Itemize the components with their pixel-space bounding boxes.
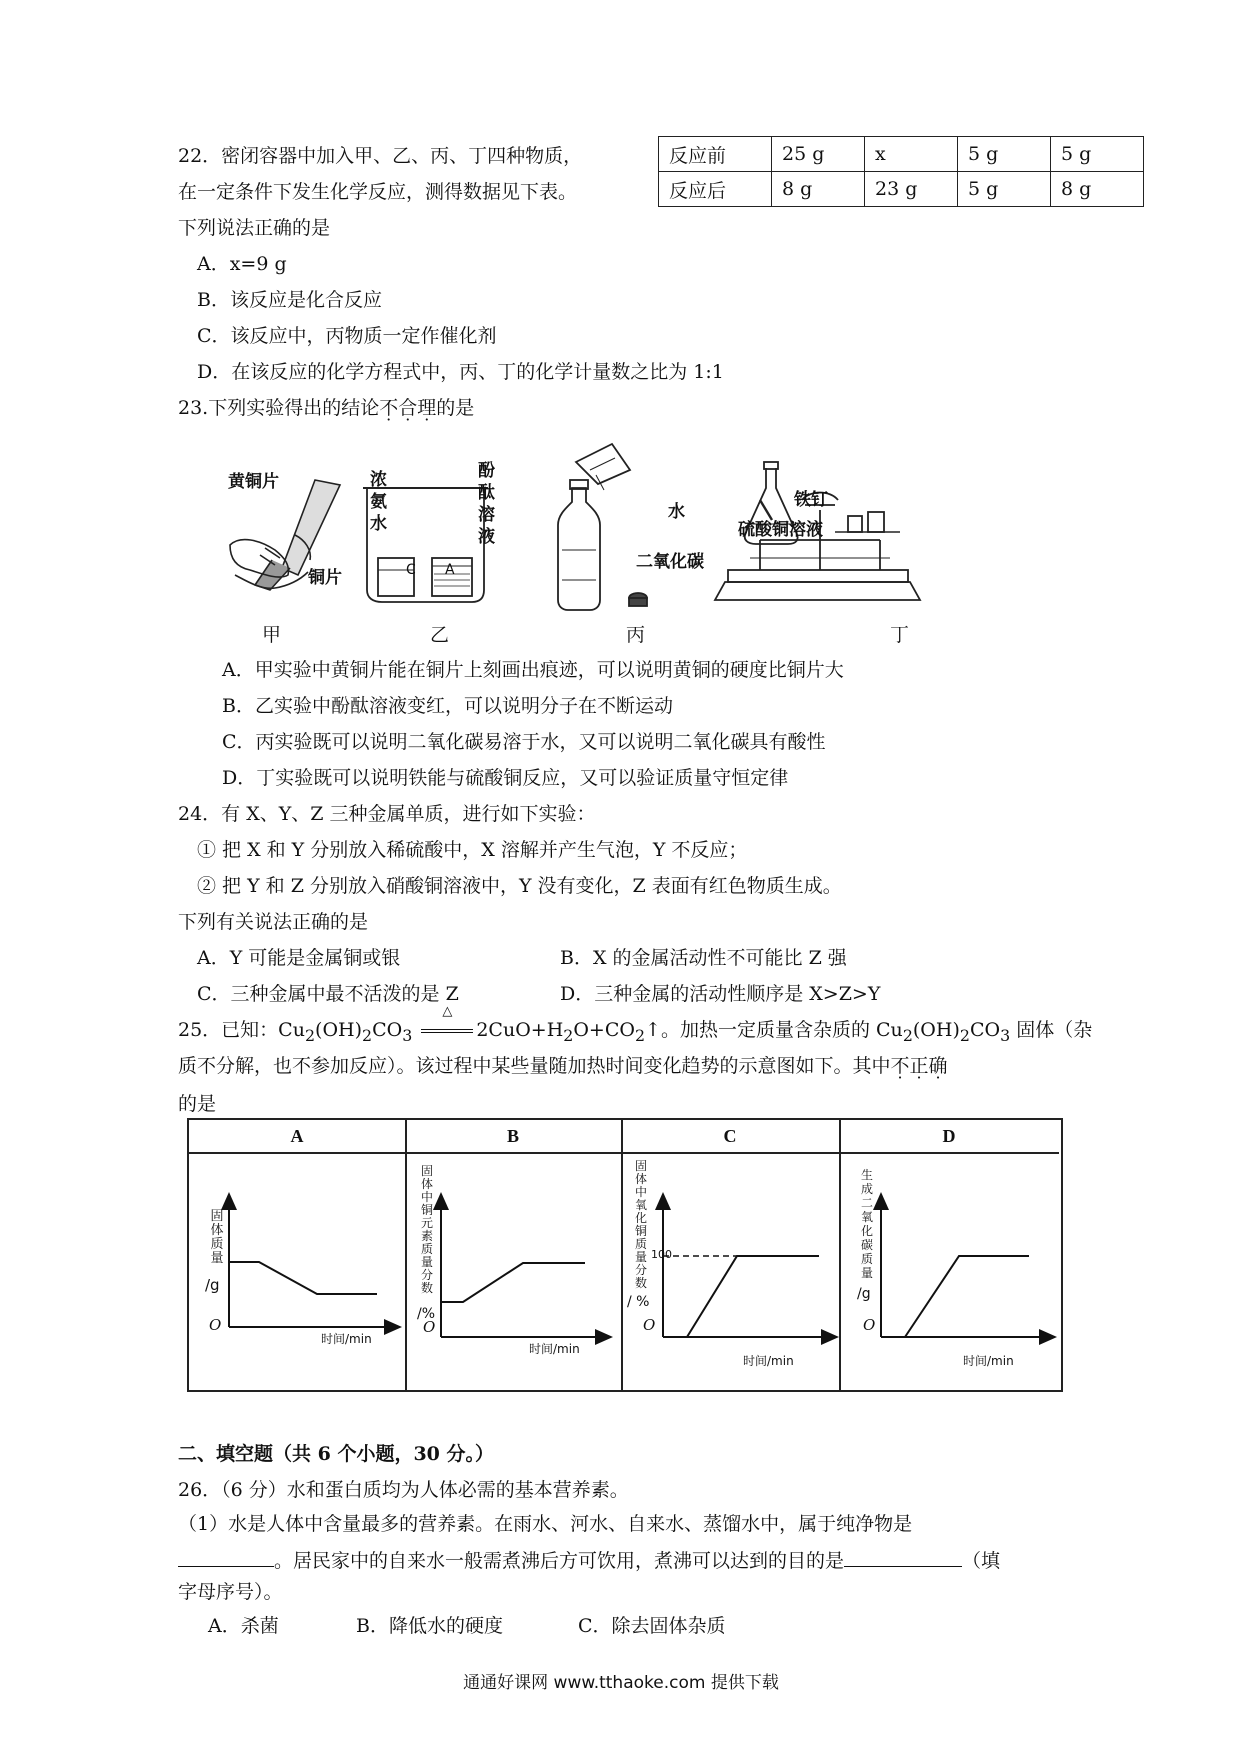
graph-d-ylabel: 生成二氧化碳质量 — [860, 1168, 873, 1280]
reaction-data-table — [658, 136, 1144, 207]
q26-line3 — [178, 1548, 1000, 1572]
q24-step1: ① 把 X 和 Y 分别放入稀硫酸中，X 溶解并产生气泡，Y 不反应； — [197, 839, 748, 861]
answer-blank[interactable] — [844, 1548, 962, 1567]
q25-text: ↑。加热一定质量含杂质的 Cu — [645, 1019, 903, 1041]
label-brass-plate: 黄铜片 — [228, 472, 279, 492]
label-char: 酞 — [478, 483, 495, 503]
table-cell: 反应前 — [659, 137, 772, 172]
q26-text: 。居民家中的自来水一般需煮沸后方可饮用，煮沸可以达到的目的是 — [274, 1550, 845, 1572]
graph-b-origin: O — [423, 1318, 436, 1336]
graph-a-origin: O — [209, 1316, 222, 1334]
graph-d-unit: /g — [857, 1286, 871, 1302]
q24-option-c: C．三种金属中最不活泼的是 Z — [197, 983, 459, 1005]
graph-b-ylabel: 固体中铜元素质量分数 — [420, 1164, 433, 1295]
graph-a-xlabel: 时间/min — [321, 1332, 372, 1346]
table-cell: 25 g — [772, 137, 865, 172]
section-2-heading: 二、填空题（共 6 个小题，30 分。） — [178, 1443, 495, 1465]
graph-c-ylabel: 固体中氧化铜质量分数 — [634, 1159, 647, 1290]
label-char: 浓 — [370, 470, 387, 490]
label-char: 氨 — [370, 492, 387, 512]
q22-line2: 在一定条件下发生化学反应，测得数据见下表。 — [178, 181, 578, 203]
label-phenolphthalein — [478, 460, 495, 548]
graph-a-header: A — [189, 1120, 405, 1154]
label-co2: 二氧化碳 — [636, 552, 704, 572]
q25-text: 25．已知：Cu — [178, 1019, 305, 1041]
graph-a-ylabel: 固体质量 — [210, 1209, 224, 1266]
table-cell: x — [865, 137, 958, 172]
bing-bottle-drawing — [558, 444, 647, 610]
q25-line1: 25．已知：$Cu_2(OH)_2CO_3$ △ $2CuO+H_2O+CO_2↑$。加热一定质量含杂质的 $Cu_2(OH)_2CO_3$ 固体（杂 — [178, 1004, 1093, 1045]
graph-c-unit: / % — [627, 1294, 650, 1310]
emphasis-char: 合 — [398, 397, 418, 419]
q22-line1: 22．密闭容器中加入甲、乙、丙、丁四种物质， — [178, 145, 583, 167]
emphasis-char: 不 — [890, 1055, 910, 1077]
q24-step2: ② 把 Y 和 Z 分别放入硝酸铜溶液中，Y 没有变化，Z 表面有红色物质生成。 — [197, 875, 842, 897]
q22-option-d: D．在该反应的化学方程式中，丙、丁的化学计量数之比为 1:1 — [197, 361, 724, 383]
q24-option-b: B．X 的金属活动性不可能比 Z 强 — [560, 947, 847, 969]
label-copper-plate: 铜片 — [308, 568, 342, 588]
q25-text: 质不分解，也不参加反应）。该过程中某些量随加热时间变化趋势的示意图如下。其中 — [178, 1055, 891, 1077]
table-cell: 反应后 — [659, 172, 772, 207]
q25-text: (OH) — [912, 1019, 960, 1041]
label-beaker-c: C — [406, 562, 416, 578]
q25-text: O+CO — [573, 1019, 635, 1041]
label-char: 液 — [478, 527, 495, 547]
q26-line4: 字母序号）。 — [178, 1581, 283, 1603]
graph-b-plot — [405, 1152, 621, 1390]
q24-option-a: A．Y 可能是金属铜或银 — [197, 947, 401, 969]
page-footer: 通通好课网 www.tthaoke.com 提供下载 — [463, 1673, 779, 1693]
q23-stem — [178, 398, 474, 419]
q25-text: (OH) — [315, 1019, 363, 1041]
label-ammonia — [370, 469, 387, 535]
answer-blank[interactable] — [178, 1548, 274, 1567]
graph-b-xlabel: 时间/min — [529, 1342, 580, 1356]
q25-text: 2CuO+H — [476, 1019, 564, 1041]
experiment-illustrations — [220, 440, 1020, 620]
label-water: 水 — [668, 502, 685, 522]
graph-a-plot — [189, 1152, 405, 1390]
label-char: 溶 — [478, 505, 495, 525]
q22-line3: 下列说法正确的是 — [178, 217, 331, 239]
q23-stem-text: 的是 — [436, 397, 475, 419]
graph-a — [189, 1120, 407, 1390]
q26-option-a: A．杀菌 — [208, 1615, 279, 1637]
heat-condition-arrow — [418, 1004, 476, 1041]
emphasis-char: 确 — [928, 1055, 948, 1077]
graph-b-unit: /% — [417, 1306, 436, 1322]
table-cell: 5 g — [958, 137, 1051, 172]
q25-line2 — [178, 1056, 948, 1077]
figure-name-yi: 乙 — [430, 624, 450, 646]
q25-line3: 的是 — [178, 1093, 217, 1115]
figure-name-bing: 丙 — [626, 624, 646, 646]
graph-d-xlabel: 时间/min — [963, 1354, 1014, 1368]
label-char: 酚 — [478, 461, 495, 481]
graph-c-100: 100 — [651, 1248, 672, 1261]
q26-line1: 26．（6 分）水和蛋白质均为人体必需的基本营养素。 — [178, 1479, 629, 1501]
figure-name-ding: 丁 — [890, 624, 910, 646]
q22-option-b: B．该反应是化合反应 — [197, 289, 382, 311]
graph-a-unit: /g — [205, 1276, 220, 1294]
graph-c-plot — [621, 1152, 839, 1390]
graph-d-header: D — [839, 1120, 1059, 1154]
table-cell: 5 g — [958, 172, 1051, 207]
graph-c-origin: O — [643, 1316, 656, 1334]
q22-option-a: A．x=9 g — [197, 253, 287, 275]
table-row — [659, 172, 1144, 207]
q23-stem-text: 23.下列实验得出的结论 — [178, 397, 380, 419]
q23-option-c: C．丙实验既可以说明二氧化碳易溶于水，又可以说明二氧化碳具有酸性 — [222, 731, 826, 753]
q26-option-b: B．降低水的硬度 — [356, 1615, 503, 1637]
label-char: 水 — [370, 514, 387, 534]
heat-symbol: △ — [442, 1004, 453, 1019]
trend-graphs-grid — [187, 1118, 1063, 1392]
graph-d — [839, 1120, 1059, 1390]
figure-name-jia: 甲 — [262, 624, 282, 646]
emphasis-char: 理 — [417, 397, 437, 419]
q23-option-b: B．乙实验中酚酞溶液变红，可以说明分子在不断运动 — [222, 695, 673, 717]
q25-text: CO — [372, 1019, 403, 1041]
table-cell: 23 g — [865, 172, 958, 207]
q26-text: （填 — [962, 1550, 1001, 1572]
emphasis-char: 正 — [909, 1055, 929, 1077]
emphasis-char: 不 — [379, 397, 399, 419]
label-beaker-a: A — [445, 562, 455, 578]
graph-c — [621, 1120, 841, 1390]
graph-c-header: C — [621, 1120, 839, 1154]
graph-d-origin: O — [863, 1316, 876, 1334]
q26-option-c: C．除去固体杂质 — [578, 1615, 726, 1637]
label-iron-nail: 铁钉 — [794, 490, 828, 510]
graph-c-xlabel: 时间/min — [743, 1354, 794, 1368]
table-cell: 8 g — [1051, 172, 1144, 207]
graph-b-header: B — [405, 1120, 621, 1154]
q26-line2: （1）水是人体中含量最多的营养素。在雨水、河水、自来水、蒸馏水中，属于纯净物是 — [178, 1513, 913, 1535]
q23-option-d: D．丁实验既可以说明铁能与硫酸铜反应，又可以验证质量守恒定律 — [222, 767, 789, 789]
q24-option-d: D．三种金属的活动性顺序是 X>Z>Y — [560, 983, 881, 1005]
q22-option-c: C．该反应中，丙物质一定作催化剂 — [197, 325, 497, 347]
table-row — [659, 137, 1144, 172]
label-copper-sulfate: 硫酸铜溶液 — [738, 520, 823, 540]
table-cell: 8 g — [772, 172, 865, 207]
q25-text: 固体（杂 — [1010, 1019, 1093, 1041]
graph-b — [405, 1120, 623, 1390]
q23-option-a: A．甲实验中黄铜片能在铜片上刻画出痕迹，可以说明黄铜的硬度比铜片大 — [222, 659, 844, 681]
table-cell: 5 g — [1051, 137, 1144, 172]
q25-text: CO — [969, 1019, 1001, 1041]
q24-ask: 下列有关说法正确的是 — [178, 911, 369, 933]
q24-stem: 24．有 X、Y、Z 三种金属单质，进行如下实验： — [178, 803, 596, 825]
